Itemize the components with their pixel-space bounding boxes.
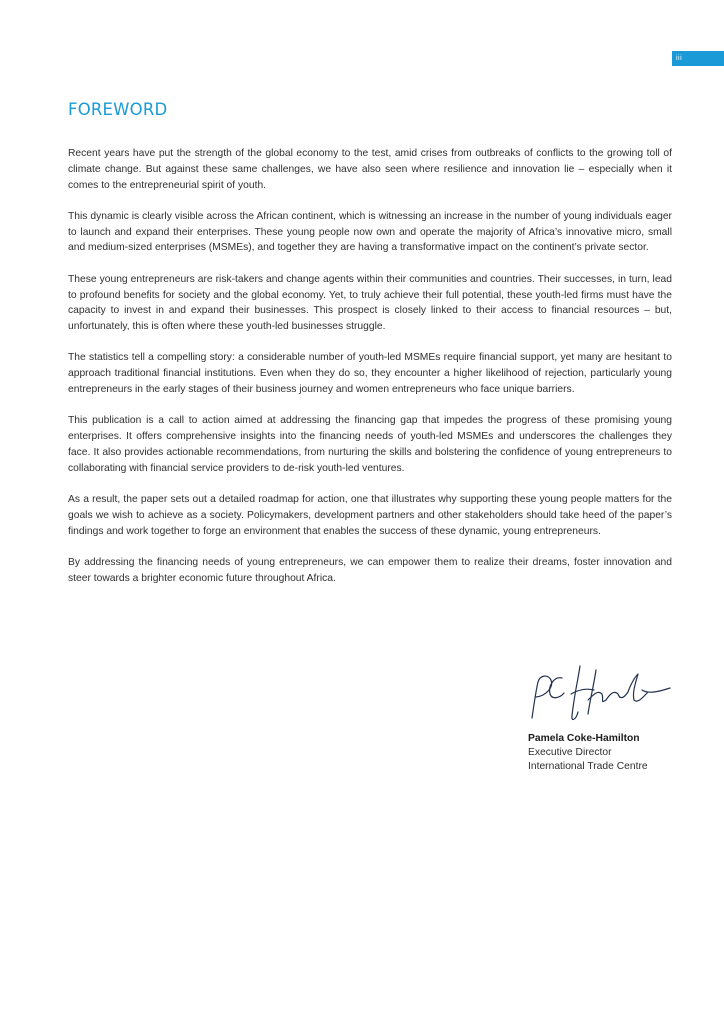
signature-scribble xyxy=(524,660,674,726)
signatory-organization: International Trade Centre xyxy=(528,761,648,772)
page-number: iii xyxy=(676,55,683,62)
signature-image xyxy=(524,660,674,726)
paragraph-1: Recent years have put the strength of the global economy to the test, amid crises from outbreaks of conflicts to the growing toll of climate change. But against these same challenges, we have also seen where resilience and innovation lie – especially when it comes to the entrepreneurial spirit of youth. xyxy=(68,148,672,191)
paragraph-2: This dynamic is clearly visible across the African continent, which is witnessing an increase in the number of young individuals eager to launch and expand their enterprises. These young people now own and operate the majority of Africa’s innovative micro, small and medium-sized enterprises (MSMEs), and together they are having a transformative impact on the continent’s private sector. xyxy=(68,210,672,254)
paragraph-4: The statistics tell a compelling story: a considerable number of youth-led MSMEs require financial support, yet many are hesitant to approach traditional financial institutions. Even when they do so, they encounter a higher likelihood of rejection, particularly young entrepreneurs in the early stages of their business journey and women entrepreneurs who face unique barriers. xyxy=(68,352,672,396)
signatory-name: Pamela Coke-Hamilton xyxy=(528,733,640,744)
signatory-role: Executive Director xyxy=(528,747,612,758)
paragraph-6: As a result, the paper sets out a detailed roadmap for action, one that illustrates why supporting these young people matters for the goals we wish to achieve as a society. Policymakers, development partners and other stakeholders should take heed of the paper’s findings and work together to forge an environment that enables the success of these dynamic, young entrepreneurs. xyxy=(68,494,672,537)
paragraph-5: This publication is a call to action aimed at addressing the financing gap that impedes the progress of these promising young enterprises. It offers comprehensive insights into the financing needs of youth-led MSMEs and underscores the challenges they face. It also provides actionable recommendations, from nurturing the skills and bolstering the confidence of young entrepreneurs to collaborating with financial service providers to de-risk youth-led ventures. xyxy=(68,415,672,474)
page-title: FOREWORD xyxy=(68,100,168,119)
foreword-body xyxy=(68,146,672,602)
signature-block xyxy=(528,732,648,774)
page-number-tab xyxy=(672,51,724,66)
paragraph-3: These young entrepreneurs are risk-takers and change agents within their communities and countries. Their successes, in turn, lead to profound benefits for society and the global economy. Yet, to truly achieve their full potential, these youth-led firms must have the capacity to invest in and expand their businesses. This prospect is closely linked to their access to financial resources – but, unfortunately, this is often where these youth-led businesses struggle. xyxy=(68,273,672,333)
paragraph-7: By addressing the financing needs of young entrepreneurs, we can empower them to realize their dreams, foster innovation and steer towards a brighter economic future throughout Africa. xyxy=(68,556,672,584)
